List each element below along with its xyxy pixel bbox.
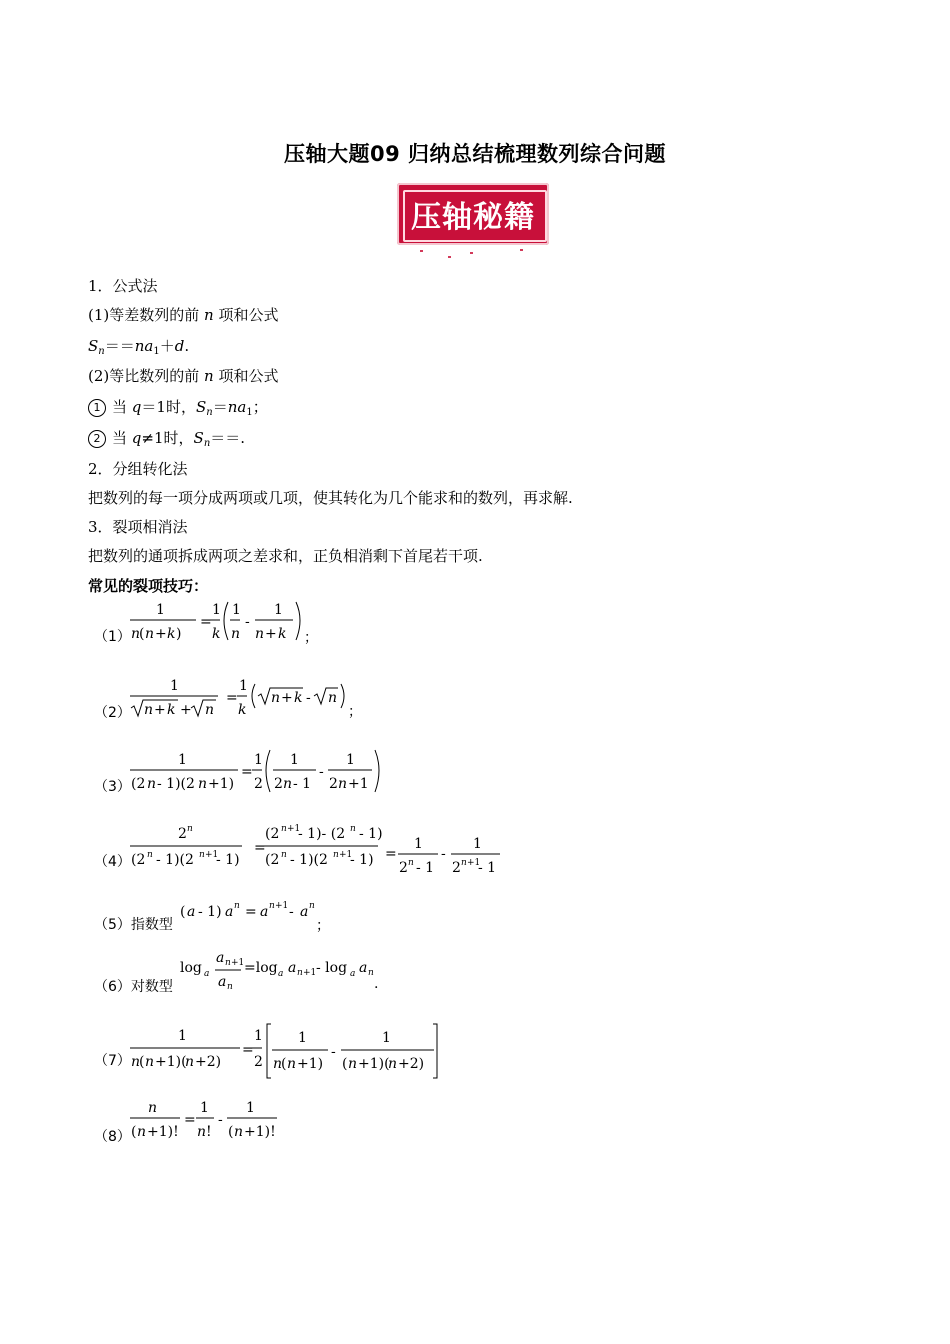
svg-text:-: - [218,1112,223,1128]
svg-text:=log: =log [244,960,278,976]
svg-text:n: n [137,1124,147,1140]
svg-text:+1: +1 [348,776,369,792]
svg-text:1: 1 [178,752,187,768]
svg-text:1: 1 [298,1030,307,1046]
svg-text:+: + [154,702,166,718]
svg-text:k: k [238,702,247,718]
svg-text:2: 2 [452,860,461,876]
svg-text:n: n [461,858,467,868]
svg-text:1: 1 [170,678,179,694]
svg-text:+1)(: +1)( [358,1056,390,1072]
svg-text:- 1)- (2: - 1)- (2 [298,826,346,842]
svg-text:+2): +2) [398,1056,425,1072]
svg-text:a: a [225,904,234,920]
svg-text:1: 1 [232,602,241,618]
svg-text:=: = [254,840,266,856]
svg-text:+1: +1 [205,850,219,860]
item-label-1: （1） [94,629,131,645]
svg-text:- 1: - 1 [478,860,497,876]
svg-text:(: ( [342,1056,348,1072]
svg-text:!: ! [206,1124,212,1140]
geo-sum-label: (2)等比数列的前 n 项和公式 [88,367,279,385]
svg-text:-: - [441,846,446,862]
svg-text:1: 1 [346,752,355,768]
item-label-5: （5）指数型 [94,917,173,933]
formula-3 [128,746,388,796]
svg-text:(2: (2 [265,852,280,868]
svg-text:n: n [234,1124,244,1140]
svg-text:n: n [281,824,287,834]
svg-text:a: a [350,969,356,979]
svg-text:2: 2 [254,776,263,792]
svg-text:n: n [205,702,215,718]
svg-text:1: 1 [156,602,165,618]
svg-text:- 1)(2: - 1)(2 [156,852,194,868]
svg-text:- 1)(2: - 1)(2 [290,852,328,868]
svg-text:n: n [338,776,348,792]
svg-text:n: n [225,958,231,968]
svg-text:n: n [255,626,265,642]
item-label-3: （3） [94,779,131,795]
svg-text:log: log [180,960,202,976]
svg-text:1: 1 [414,836,423,852]
formula-6 [178,950,388,994]
svg-text:n: n [348,1056,358,1072]
svg-text:；: ； [348,704,362,720]
svg-text:+: + [281,690,293,706]
svg-text:=: = [226,690,238,706]
svg-text:n: n [145,626,155,642]
svg-text:+1)(: +1)( [155,1054,187,1070]
formula-8 [128,1094,288,1144]
svg-text:n: n [368,968,374,978]
svg-text:1: 1 [212,602,221,618]
svg-text:n: n [328,690,338,706]
svg-text:n: n [197,1124,207,1140]
svg-text:1: 1 [239,678,248,694]
svg-text:- 1): - 1) [216,852,240,868]
svg-text:- 1): - 1) [350,852,374,868]
svg-text:): ) [176,626,182,642]
svg-text:.: . [374,976,379,992]
svg-text:n: n [145,1054,155,1070]
svg-text:(: ( [180,904,186,920]
svg-text:a: a [204,969,210,979]
svg-text:+1): +1) [297,1056,324,1072]
svg-text:+1)!: +1)! [147,1124,179,1140]
svg-text:n: n [287,1056,297,1072]
svg-text:1: 1 [290,752,299,768]
svg-text:a: a [216,950,225,966]
arith-sum-label: (1)等差数列的前 n 项和公式 [88,306,279,324]
svg-text:=: = [184,1112,196,1128]
svg-text:1: 1 [254,752,263,768]
formula-4 [128,820,508,875]
stamp-badge [397,183,549,245]
svg-text:n: n [281,850,287,860]
svg-text:+: + [180,702,192,718]
circled-number-1: 1 [88,399,106,417]
svg-text:a: a [300,904,309,920]
svg-text:k: k [167,626,176,642]
stamp-speck [420,250,423,252]
svg-text:n: n [234,901,240,911]
section-heading-formula: 1．公式法 [88,277,158,295]
svg-text:n: n [147,776,157,792]
svg-text:- 1: - 1 [416,860,435,876]
svg-text:n: n [131,626,141,642]
svg-text:1: 1 [200,1100,209,1116]
svg-text:- 1): - 1) [359,826,383,842]
svg-text:n: n [388,1056,398,1072]
svg-text:n: n [199,850,205,860]
svg-text:+: + [265,626,277,642]
svg-text:n: n [333,850,339,860]
svg-text:a: a [218,974,227,990]
geo-case-2: 2 当 q≠1时，$S_n==$. [88,428,245,454]
tips-heading: 常见的裂项技巧： [88,577,209,595]
svg-text:(: ( [228,1124,234,1140]
item-label-6: （6）对数型 [94,979,173,995]
grouping-description: 把数列的每一项分成两项或几项，使其转化为几个能求和的数列，再求解. [88,489,573,507]
svg-text:n: n [227,982,233,992]
svg-text:1: 1 [382,1030,391,1046]
svg-text:1: 1 [274,602,283,618]
svg-text:n: n [309,901,315,911]
svg-text:a: a [359,960,368,976]
svg-text:+1): +1) [208,776,235,792]
svg-text:n: n [408,858,414,868]
svg-text:+1: +1 [287,824,301,834]
stamp-speck [520,249,523,251]
svg-text:+1: +1 [275,901,289,911]
svg-text:-: - [245,614,250,630]
geo-case-1: 1 当 q＝1时，$S_n=na_1$； [88,397,268,423]
svg-text:+1: +1 [339,850,353,860]
svg-text:+1: +1 [231,958,245,968]
svg-text:k: k [278,626,287,642]
formula-5 [178,896,338,932]
telescoping-description: 把数列的通项拆成两项之差求和，正负相消剩下首尾若干项. [88,547,483,565]
svg-text:k: k [167,702,176,718]
formula-2 [128,672,368,724]
svg-text:- log: - log [316,960,348,976]
svg-text:a: a [187,904,196,920]
svg-text:+2): +2) [195,1054,222,1070]
section-heading-telescoping: 3．裂项相消法 [88,518,188,536]
svg-text:=: = [385,846,397,862]
svg-text:n: n [147,850,153,860]
svg-text:1: 1 [246,1100,255,1116]
svg-text:(: ( [139,1054,145,1070]
formula-7 [128,1022,448,1080]
svg-text:(2: (2 [131,852,146,868]
item-label-8: （8） [94,1129,131,1145]
svg-text:+1: +1 [467,858,481,868]
svg-text:n: n [185,1054,195,1070]
svg-text:n: n [271,690,281,706]
svg-text:k: k [212,626,221,642]
svg-text:- 1): - 1) [198,904,222,920]
svg-text:n: n [231,626,241,642]
svg-text:=: = [245,904,257,920]
svg-text:n: n [148,1100,158,1116]
svg-text:(: ( [281,1056,287,1072]
svg-text:-: - [319,764,324,780]
svg-text:+1: +1 [303,968,317,978]
svg-text:(: ( [139,626,145,642]
svg-text:2: 2 [274,776,283,792]
svg-text:a: a [260,904,269,920]
svg-text:=: = [241,764,253,780]
svg-text:=: = [200,614,212,630]
svg-text:；: ； [316,918,330,934]
item-label-7: （7） [94,1053,131,1069]
svg-text:2: 2 [254,1054,263,1070]
svg-text:n: n [144,702,154,718]
circled-number-2: 2 [88,430,106,448]
svg-text:n: n [198,776,208,792]
svg-text:-: - [306,690,311,706]
svg-text:k: k [294,690,303,706]
svg-text:- 1)(2: - 1)(2 [157,776,195,792]
svg-text:n: n [273,1056,283,1072]
svg-text:+: + [155,626,167,642]
svg-text:+1)!: +1)! [244,1124,276,1140]
svg-text:n: n [187,824,193,834]
svg-text:-: - [289,904,294,920]
svg-text:n: n [131,1054,141,1070]
svg-text:；: ； [304,630,318,646]
svg-text:-: - [331,1044,336,1060]
svg-text:n: n [283,776,293,792]
stamp-speck [448,256,451,258]
stamp-speck [470,252,473,254]
svg-text:a: a [288,960,297,976]
stamp-text: 压轴秘籍 [411,200,535,235]
svg-text:n: n [350,824,356,834]
arith-sum-formula: $S_n==na_1+d$. [88,337,190,357]
svg-text:(: ( [131,1124,137,1140]
svg-text:- 1: - 1 [293,776,312,792]
svg-text:2: 2 [399,860,408,876]
svg-text:n: n [269,901,275,911]
svg-text:1: 1 [178,1028,187,1044]
item-label-4: （4） [94,854,131,870]
svg-text:2: 2 [178,826,187,842]
svg-text:n: n [297,968,303,978]
svg-text:(2: (2 [265,826,280,842]
item-label-2: （2） [94,705,131,721]
svg-text:1: 1 [473,836,482,852]
svg-text:2: 2 [329,776,338,792]
page-title: 压轴大题09 归纳总结梳理数列综合问题 [283,142,667,166]
svg-text:1: 1 [254,1028,263,1044]
svg-text:(2: (2 [131,776,146,792]
section-heading-grouping: 2．分组转化法 [88,460,188,478]
formula-1 [128,596,328,646]
svg-text:a: a [278,969,284,979]
svg-text:=: = [242,1042,254,1058]
